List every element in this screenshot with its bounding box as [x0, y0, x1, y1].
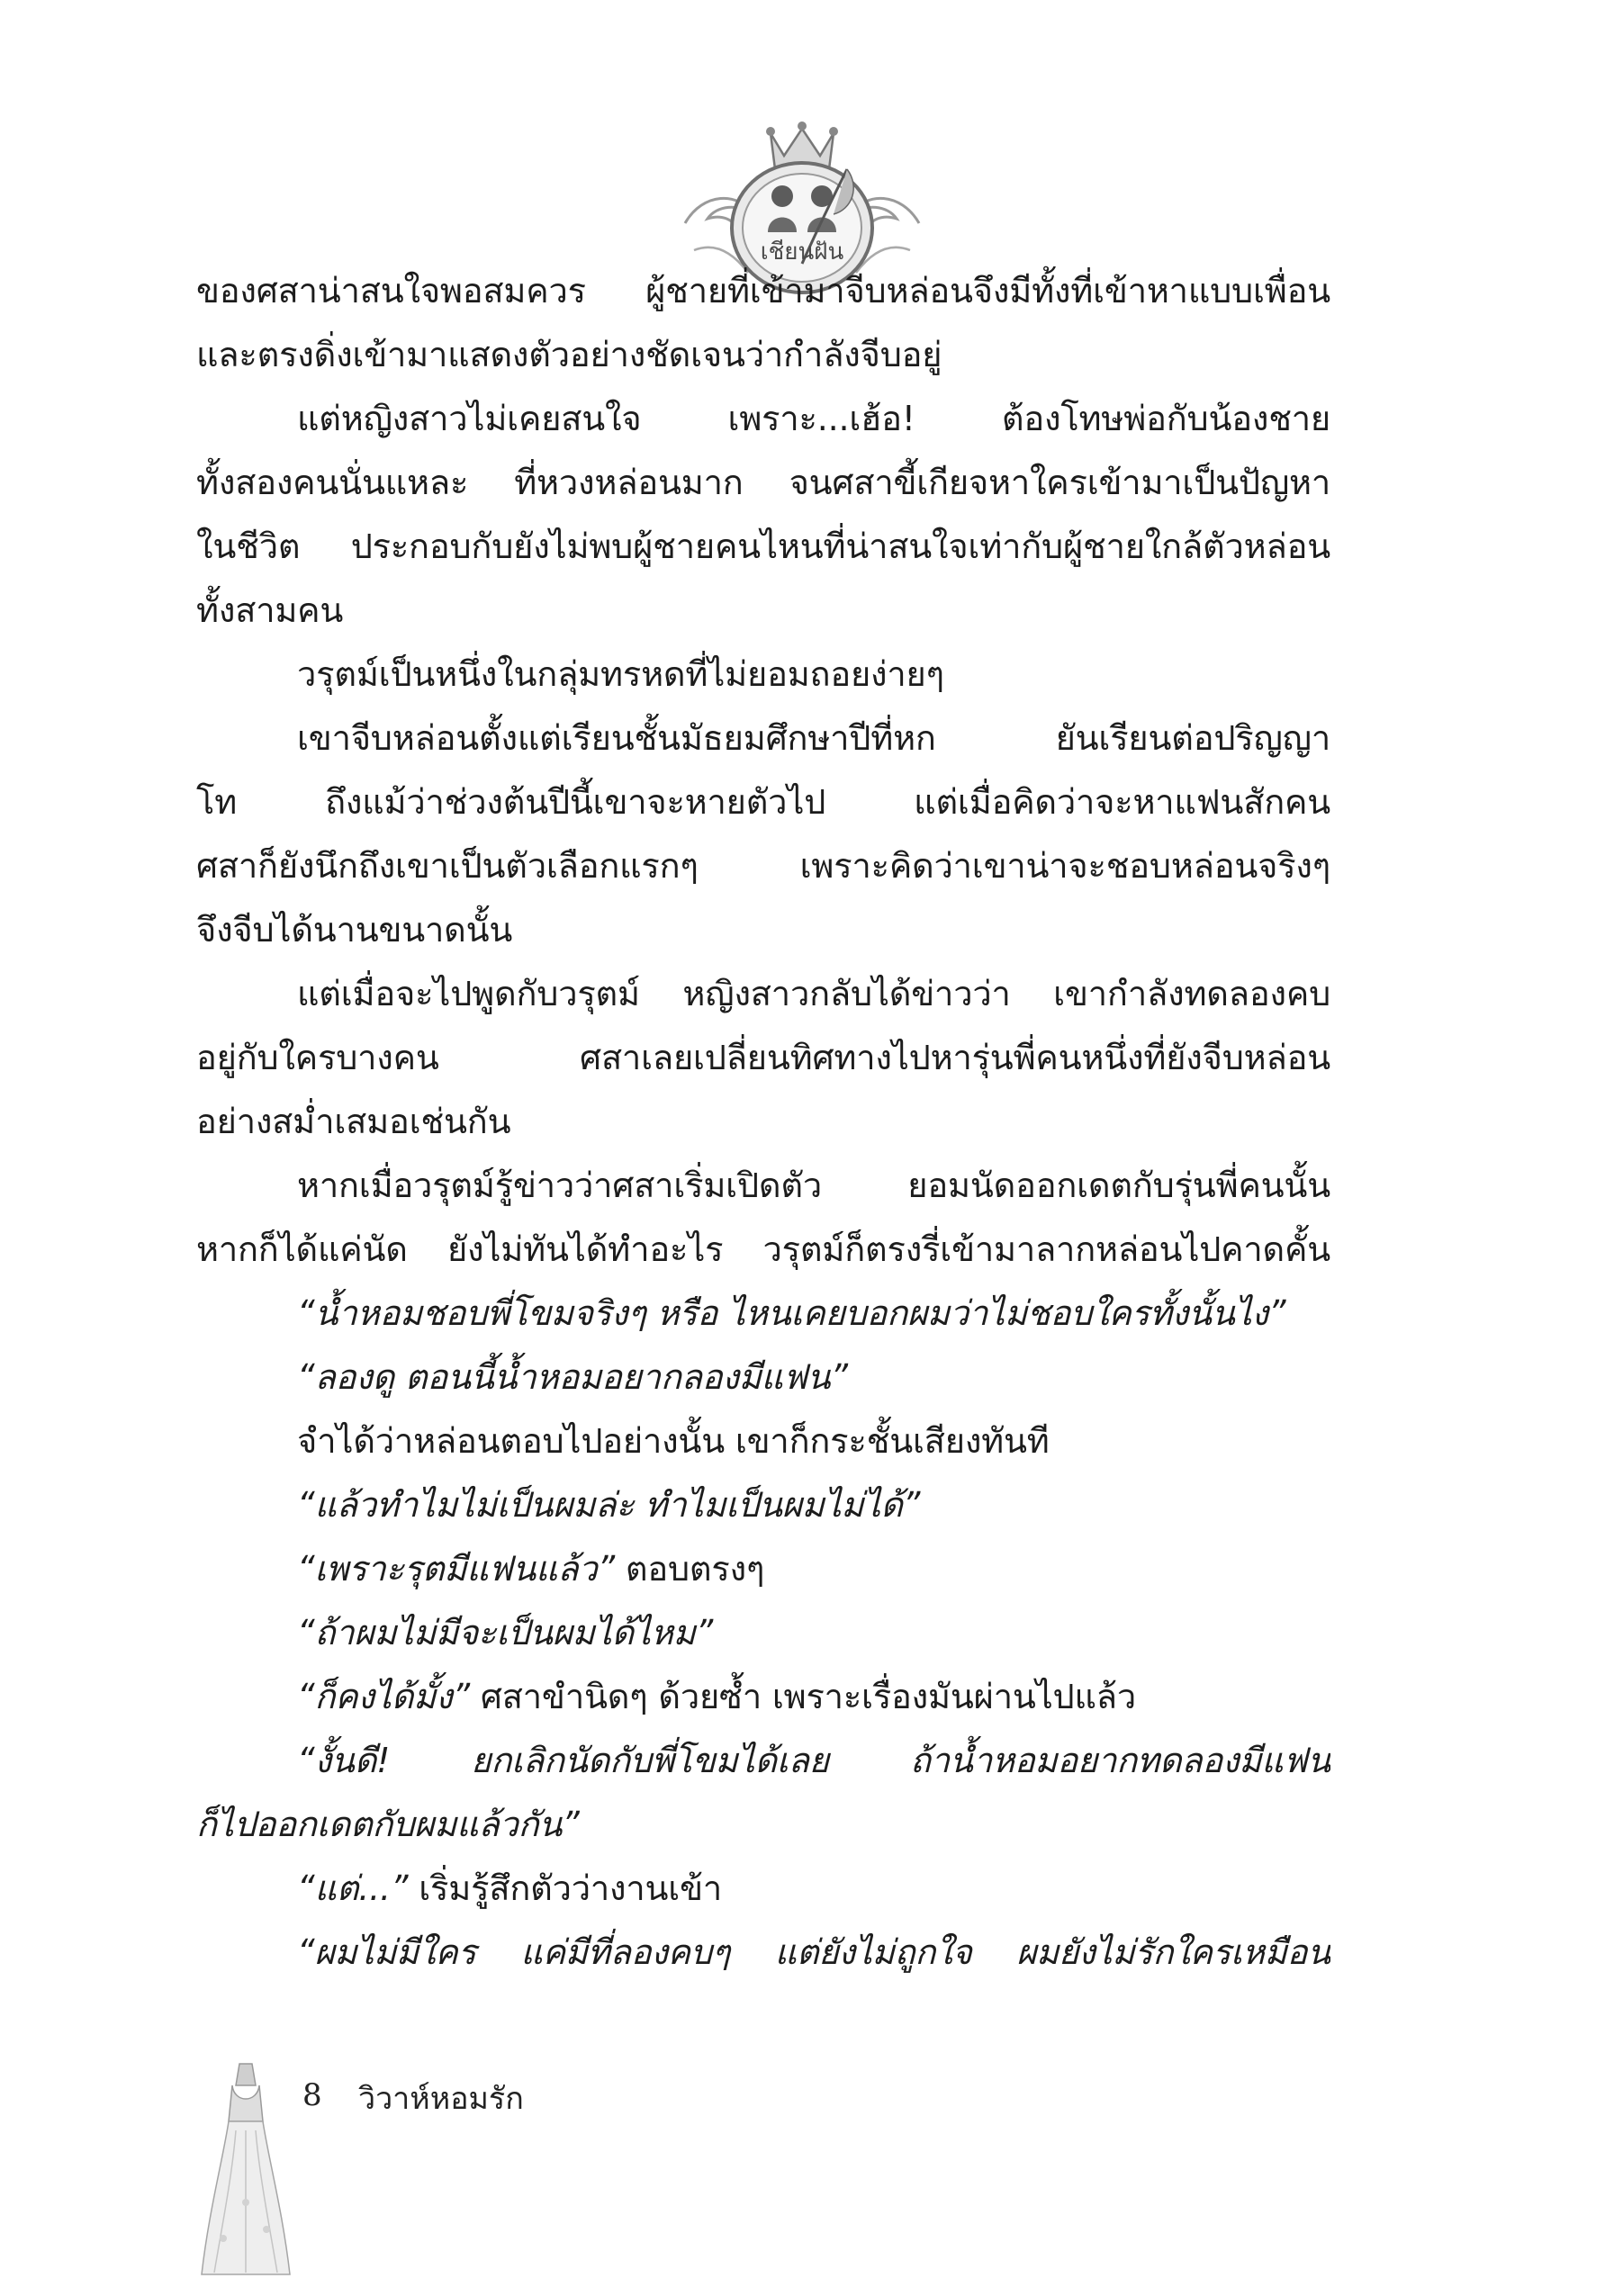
- text-line: จึงจีบได้นานขนาดนั้น: [196, 910, 513, 950]
- text-line: “แล้วทำไมไม่เป็นผมล่ะ ทำไมเป็นผมไม่ได้”: [297, 1485, 921, 1525]
- body-text: [196, 259, 1330, 1985]
- text-line: และตรงดิ่งเข้ามาแสดงตัวอย่างชัดเจนว่ากำลังจีบอยู่: [196, 335, 942, 374]
- narration-text: เริ่มรู้สึกตัวว่างานเข้า: [408, 1868, 722, 1908]
- text-line: แต่เมื่อจะไปพูดกับวรุตม์ หญิงสาวกลับได้ข่าวว่า เขากำลังทดลองคบ: [297, 974, 1330, 1013]
- text-line: ศสาก็ยังนึกถึงเขาเป็นตัวเลือกแรกๆ เพราะคิดว่าเขาน่าจะชอบหล่อนจริงๆ: [196, 846, 1330, 886]
- text-line: [196, 1857, 1330, 1921]
- text-line: [196, 1537, 1330, 1601]
- text-line: อยู่กับใครบางคน ศสาเลยเปลี่ยนทิศทางไปหารุ่นพี่คนหนึ่งที่ยังจีบหล่อน: [196, 1038, 1330, 1077]
- text-line: วรุตม์เป็นหนึ่งในกลุ่มทรหดที่ไม่ยอมถอยง่ายๆ: [297, 654, 944, 694]
- text-line: “ลองดู ตอนนี้น้ำหอมอยากลองมีแฟน”: [297, 1357, 848, 1397]
- wedding-dress-icon: [196, 2058, 295, 2283]
- text-line: หากก็ได้แค่นัด ยังไม่ทันได้ทำอะไร วรุตม์ก็ตรงรี่เข้ามาลากหล่อนไปคาดคั้น: [196, 1229, 1330, 1269]
- narration-text: ตอบตรงๆ: [615, 1549, 765, 1589]
- text-line: “ผมไม่มีใคร แค่มีที่ลองคบๆ แต่ยังไม่ถูกใจ ผมยังไม่รักใครเหมือน: [297, 1932, 1330, 1972]
- text-line: หากเมื่อวรุตม์รู้ข่าวว่าศสาเริ่มเปิดตัว ยอมนัดออกเดตกับรุ่นพี่คนนั้น: [297, 1166, 1330, 1205]
- text-line: จำได้ว่าหล่อนตอบไปอย่างนั้น เขาก็กระชั้นเสียงทันที: [297, 1421, 1050, 1461]
- dialogue-text: “เพราะรุตมีแฟนแล้ว”: [297, 1549, 615, 1589]
- text-line: อย่างสม่ำเสมอเช่นกัน: [196, 1102, 511, 1141]
- text-line: เขาจีบหล่อนตั้งแต่เรียนชั้นมัธยมศึกษาปีที่หก ยันเรียนต่อปริญญา: [297, 718, 1330, 758]
- page-number: 8: [302, 2077, 322, 2113]
- text-line: โท ถึงแม้ว่าช่วงต้นปีนี้เขาจะหายตัวไป แต่เมื่อคิดว่าจะหาแฟนสักคน: [196, 782, 1330, 822]
- book-title: วิวาห์หอมรัก: [358, 2081, 524, 2117]
- text-line: แต่หญิงสาวไม่เคยสนใจ เพราะ...เฮ้อ! ต้องโทษพ่อกับน้องชาย: [297, 399, 1330, 438]
- text-line: “ถ้าผมไม่มีจะเป็นผมได้ไหม”: [297, 1613, 714, 1652]
- text-line: “น้ำหอมชอบพี่โขมจริงๆ หรือ ไหนเคยบอกผมว่าไม่ชอบใครทั้งนั้นไง”: [297, 1293, 1286, 1333]
- text-line: “งั้นดี! ยกเลิกนัดกับพี่โขมได้เลย ถ้าน้ำหอมอยากทดลองมีแฟน: [297, 1741, 1330, 1780]
- dialogue-text: “ก็คงได้มั้ง”: [297, 1677, 470, 1716]
- dialogue-text: “แต่...”: [297, 1868, 409, 1908]
- narration-text: ศสาขำนิดๆ ด้วยซ้ำ เพราะเรื่องมันผ่านไปแล้ว: [469, 1677, 1136, 1716]
- emblem-text: เชียนฝัน: [760, 239, 844, 266]
- text-line: ทั้งสองคนนั่นแหละ ที่หวงหล่อนมาก จนศสาขี้เกียจหาใครเข้ามาเป็นปัญหา: [196, 463, 1330, 502]
- text-line: ในชีวิต ประกอบกับยังไม่พบผู้ชายคนไหนที่น่าสนใจเท่ากับผู้ชายใกล้ตัวหล่อน: [196, 527, 1330, 566]
- text-line: [196, 1665, 1330, 1729]
- text-line: ทั้งสามคน: [196, 590, 344, 630]
- text-line: ของศสาน่าสนใจพอสมควร ผู้ชายที่เข้ามาจีบหล่อนจึงมีทั้งที่เข้าหาแบบเพื่อน: [196, 271, 1330, 311]
- text-line: ก็ไปออกเดตกับผมแล้วกัน”: [196, 1805, 580, 1844]
